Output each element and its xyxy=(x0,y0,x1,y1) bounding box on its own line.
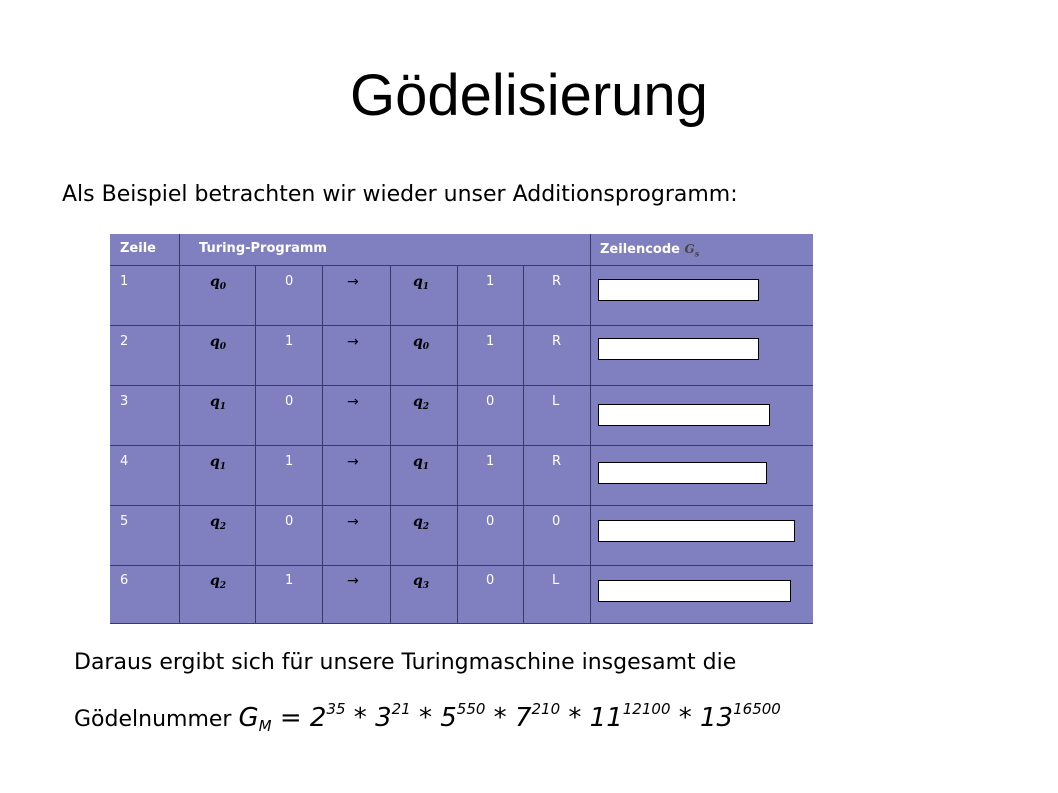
table-divider xyxy=(390,265,391,624)
head-move: L xyxy=(552,394,560,409)
zeilencode-box xyxy=(598,520,795,542)
table-divider xyxy=(110,265,813,266)
state-next: $q_3$ xyxy=(413,573,430,591)
symbol-read: 0 xyxy=(285,394,294,409)
state-next: $q_1$ xyxy=(413,274,430,292)
transition-arrow: → xyxy=(347,454,359,470)
table-divider xyxy=(110,325,813,326)
state-current: $q_0$ xyxy=(210,334,227,352)
state-current: $q_2$ xyxy=(210,573,227,591)
table-divider xyxy=(110,385,813,386)
symbol-read: 0 xyxy=(285,274,294,289)
table-divider xyxy=(110,565,813,566)
zeilencode-box xyxy=(598,279,759,301)
slide-title: Gödelisierung xyxy=(350,63,708,128)
row-number: 3 xyxy=(120,394,129,409)
symbol-write: 1 xyxy=(486,274,495,289)
state-next: $q_2$ xyxy=(413,514,430,532)
row-number: 5 xyxy=(120,514,129,529)
transition-arrow: → xyxy=(347,334,359,350)
symbol-write: 0 xyxy=(486,573,495,588)
gs-symbol: $G_s$ xyxy=(684,242,700,259)
head-move: R xyxy=(552,454,562,469)
zeilencode-box xyxy=(598,338,759,360)
table-divider xyxy=(110,505,813,506)
symbol-write: 1 xyxy=(486,454,495,469)
header-zeilencode xyxy=(600,241,699,261)
table-divider xyxy=(255,265,256,624)
table-divider xyxy=(322,265,323,624)
head-move: 0 xyxy=(552,514,561,529)
state-current: $q_1$ xyxy=(210,454,227,472)
transition-arrow: → xyxy=(347,274,359,290)
table-divider xyxy=(110,445,813,446)
state-current: $q_1$ xyxy=(210,394,227,412)
goedel-number-formula: $G_M = 2^{35} * 3^{21} * 5^{550} * 7^{210} * 11^{12100} * 13^{16500}$ xyxy=(238,700,781,735)
head-move: R xyxy=(552,334,562,349)
symbol-read: 1 xyxy=(285,573,294,588)
head-move: R xyxy=(552,274,562,289)
symbol-read: 1 xyxy=(285,454,294,469)
symbol-write: 0 xyxy=(486,514,495,529)
symbol-write: 1 xyxy=(486,334,495,349)
transition-arrow: → xyxy=(347,573,359,589)
table-divider xyxy=(179,234,180,624)
state-current: $q_0$ xyxy=(210,274,227,292)
zeilencode-box xyxy=(598,404,770,426)
transition-arrow: → xyxy=(347,394,359,410)
table-divider xyxy=(110,623,813,624)
row-number: 2 xyxy=(120,334,129,349)
state-next: $q_0$ xyxy=(413,334,430,352)
symbol-read: 0 xyxy=(285,514,294,529)
goedel-number-label: Gödelnummer xyxy=(74,707,239,732)
table-divider xyxy=(457,265,458,624)
transition-arrow: → xyxy=(347,514,359,530)
state-current: $q_2$ xyxy=(210,514,227,532)
symbol-write: 0 xyxy=(486,394,495,409)
goedel-number-line xyxy=(74,694,781,741)
header-turing-programm: Turing-Programm xyxy=(199,241,327,256)
state-next: $q_2$ xyxy=(413,394,430,412)
zeilencode-box xyxy=(598,462,767,484)
header-zeile: Zeile xyxy=(120,241,156,256)
table-divider xyxy=(523,265,524,624)
table-divider xyxy=(590,234,591,624)
state-next: $q_1$ xyxy=(413,454,430,472)
symbol-read: 1 xyxy=(285,334,294,349)
zeilencode-box xyxy=(598,580,791,602)
header-zeilencode-label: Zeilencode xyxy=(600,242,680,257)
row-number: 4 xyxy=(120,454,129,469)
row-number: 6 xyxy=(120,573,129,588)
row-number: 1 xyxy=(120,274,129,289)
turing-program-table xyxy=(110,234,813,624)
intro-text: Als Beispiel betrachten wir wieder unser Additionsprogramm: xyxy=(62,182,738,207)
conclusion-text: Daraus ergibt sich für unsere Turingmaschine insgesamt die xyxy=(74,650,737,675)
head-move: L xyxy=(552,573,560,588)
